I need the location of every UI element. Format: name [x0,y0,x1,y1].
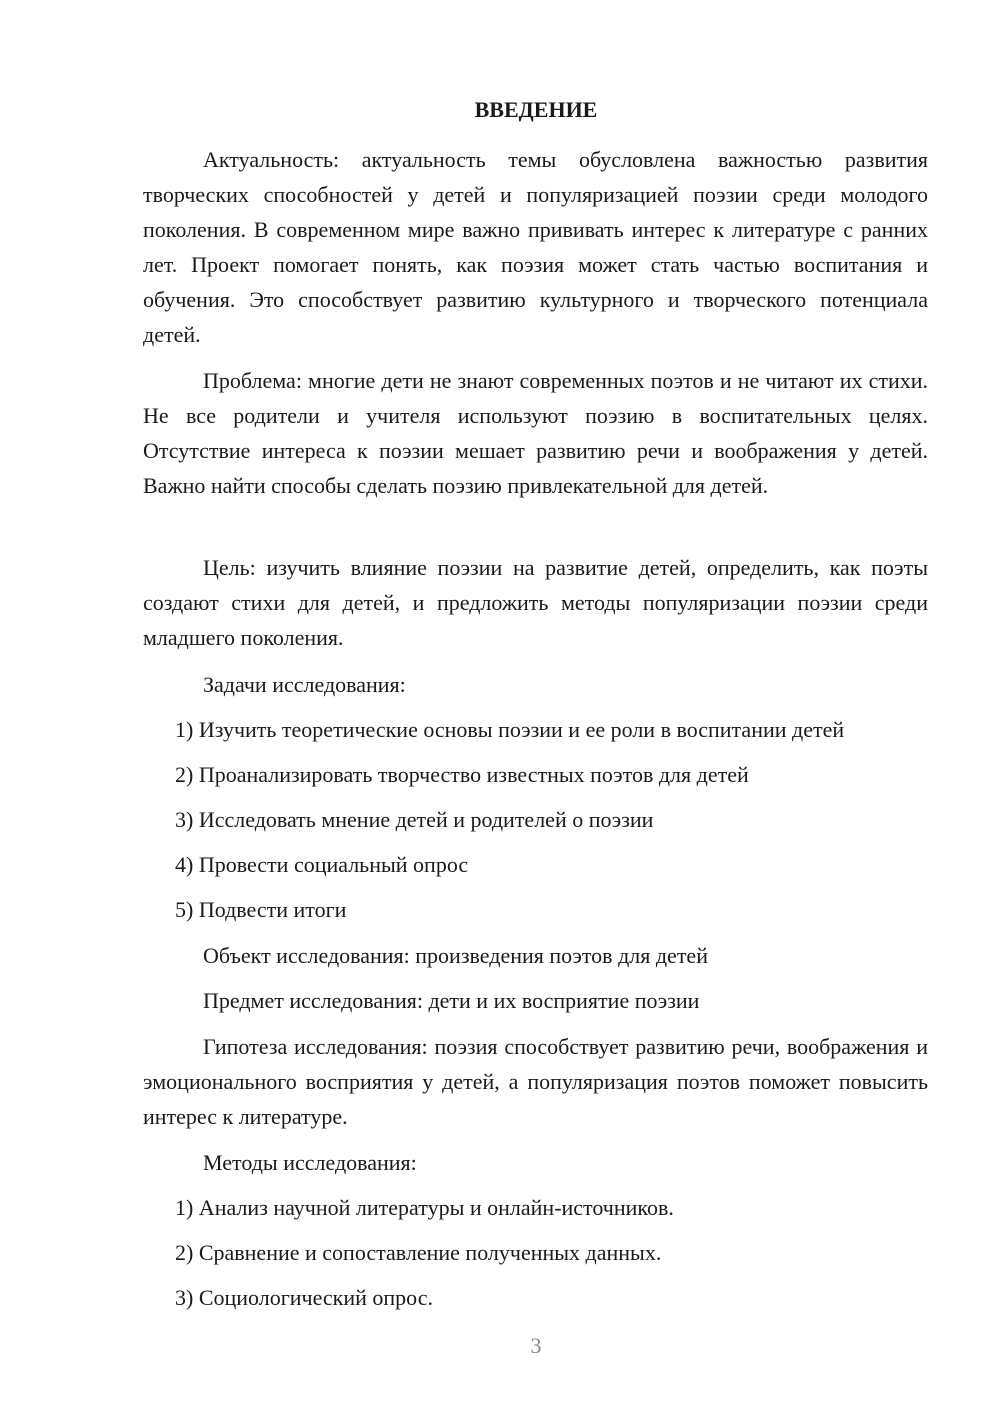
method-item: 1) Анализ научной литературы и онлайн-источников. [175,1195,674,1220]
hypothesis-paragraph: Гипотеза исследования: поэзия способствует развитию речи, воображения и эмоционального восприятия у детей, а популяризация поэтов поможет повысить интерес к литературе. [143,1034,928,1129]
methods-heading: Методы исследования: [203,1150,417,1175]
object-paragraph: Объект исследования: произведения поэтов для детей [203,943,708,968]
method-item: 2) Сравнение и сопоставление полученных данных. [175,1240,662,1265]
problem-paragraph: Проблема: многие дети не знают современных поэтов и не читают их стихи. Не все родители и учителя используют поэзию в воспитательных целях. Отсутствие интереса к поэзии мешает развитию речи и воображения у детей. Важно найти способы сделать поэзию привлекательной для детей. [143,368,928,498]
task-item: 5) Подвести итоги [175,897,347,922]
task-item: 4) Провести социальный опрос [175,852,469,877]
page-number: 3 [530,1333,542,1358]
page-title: ВВЕДЕНИЕ [474,97,598,122]
goal-paragraph: Цель: изучить влияние поэзии на развитие детей, определить, как поэты создают стихи для детей, и предложить методы популяризации поэзии среди младшего поколения. [143,555,928,650]
relevance-paragraph: Актуальность: актуальность темы обусловлена важностью развития творческих способностей у детей и популяризацией поэзии среди молодого поколения. В современном мире важно прививать интерес к литературе с ранних лет. Проект помогает понять, как поэзия может стать частью воспитания и обучения. Это способствует развитию культурного и творческого потенциала детей. [143,147,928,347]
subject-paragraph: Предмет исследования: дети и их восприятие поэзии [203,988,700,1013]
task-item: 2) Проанализировать творчество известных поэтов для детей [175,762,749,787]
method-item: 3) Социологический опрос. [175,1285,433,1310]
tasks-heading: Задачи исследования: [203,672,406,697]
task-item: 3) Исследовать мнение детей и родителей о поэзии [175,807,654,832]
task-item: 1) Изучить теоретические основы поэзии и ее роли в воспитании детей [175,717,845,742]
